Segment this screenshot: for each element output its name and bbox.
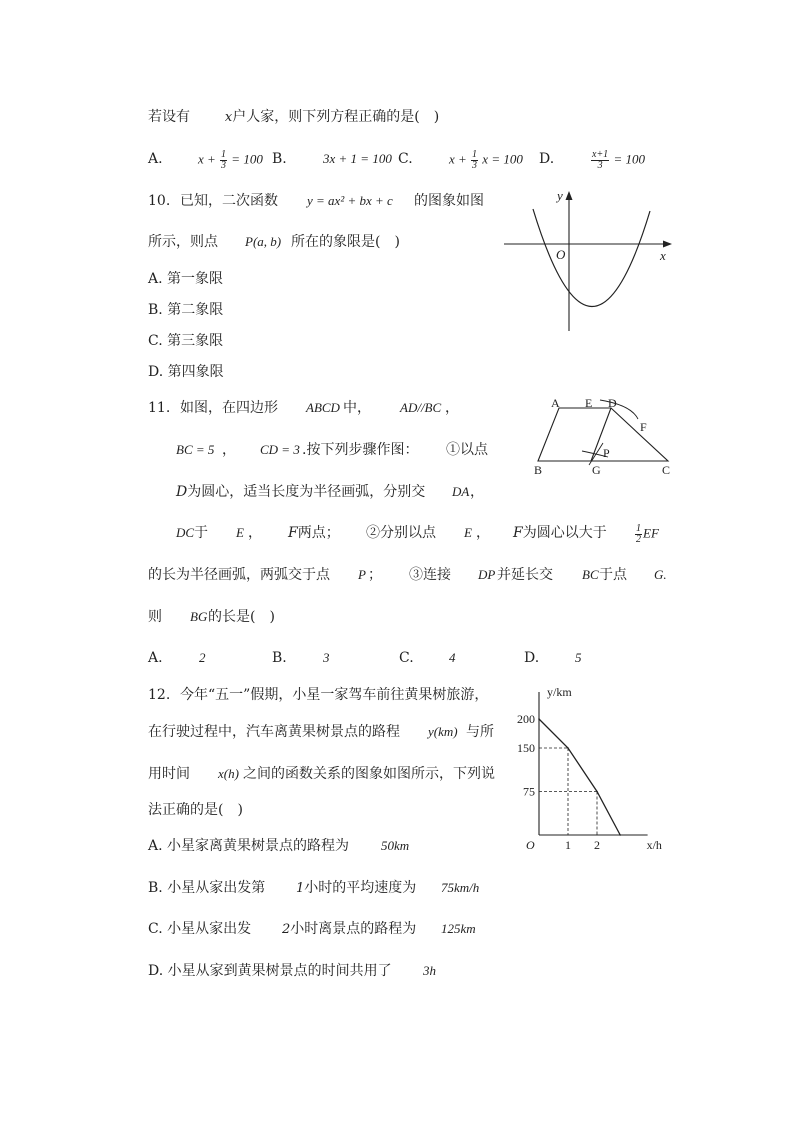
q11-text-h: 的长为半径画弧，两弧交于点 bbox=[148, 567, 330, 583]
q10-option-c[interactable]: C. 第三象限 bbox=[148, 333, 224, 349]
q11-parallel: AD//BC bbox=[400, 400, 442, 415]
q12-line-2b: 与所 bbox=[466, 724, 494, 740]
q9-c-fraction bbox=[471, 150, 478, 171]
q11-dp: DP bbox=[478, 567, 496, 582]
q10-x-axis-arrow bbox=[663, 241, 672, 248]
q12-option-c-rest[interactable] bbox=[282, 920, 416, 939]
q9-d-rhs: = 100 bbox=[613, 151, 645, 167]
data-point-0 bbox=[538, 718, 540, 720]
q11-semicolon: ； bbox=[368, 567, 382, 583]
q9-a-lhs: x + bbox=[198, 151, 216, 167]
q11-half-fraction bbox=[635, 524, 642, 545]
q9-text-b: 户人家，则下列方程正确的是( ) bbox=[232, 109, 440, 125]
data-point-3 bbox=[619, 834, 621, 836]
q12-number: 12. bbox=[148, 687, 171, 703]
q11-text-c: .按下列步骤作图： bbox=[302, 442, 419, 458]
q10-number: 10. bbox=[148, 193, 171, 209]
q12-distance-time-chart bbox=[505, 680, 685, 855]
q12-line-1: 今年“五一”假期，小星一家驾车前往黄果树旅游， bbox=[180, 687, 489, 703]
q10-option-a[interactable]: A. 第一象限 bbox=[148, 271, 224, 287]
q12-y-var: y(km) bbox=[428, 724, 458, 739]
q9-d-frac-den: 3 bbox=[597, 160, 603, 171]
q11-line4-g bbox=[513, 524, 607, 542]
q12-option-c-text-a[interactable]: C. 小星从家出发 bbox=[148, 921, 252, 937]
q11-text-j: 于点 bbox=[599, 567, 627, 583]
q11-text-e: 于 bbox=[194, 525, 208, 541]
q12-line-4: 法正确的是( ) bbox=[148, 802, 243, 818]
q11-f-var-2: F bbox=[513, 525, 523, 541]
q10-text-d: 所在的象限是( ) bbox=[291, 234, 400, 250]
q11-text-g: 为圆心以大于 bbox=[522, 525, 607, 541]
q12-line-3b: 之间的函数关系的图象如图所示，下列说 bbox=[243, 766, 495, 782]
q11-bc-length: BC = 5 bbox=[176, 442, 215, 457]
q11-half-num: 1 bbox=[636, 523, 641, 534]
q9-option-b-expr[interactable]: 3x + 1 = 100 bbox=[323, 151, 392, 166]
q11-comma-1: ， bbox=[445, 400, 459, 416]
q9-option-d-expr[interactable] bbox=[590, 150, 645, 171]
q9-option-a-label[interactable]: A. bbox=[148, 151, 163, 167]
q11-step-3: ③连接 bbox=[409, 567, 451, 583]
q11-cd-length: CD = 3 bbox=[260, 442, 300, 457]
data-point-1 bbox=[567, 747, 569, 749]
q12-option-a-text[interactable]: A. 小星家离黄果树景点的路程为 bbox=[148, 838, 350, 854]
q11-text-a: 如图，在四边形 bbox=[180, 400, 278, 416]
q11-label-b: B bbox=[534, 463, 543, 477]
q11-label-p: P bbox=[603, 446, 610, 460]
q11-p-var: P bbox=[358, 567, 366, 582]
q11-step-1: ①以点 bbox=[446, 442, 488, 458]
q9-option-b-label[interactable]: B. bbox=[272, 151, 287, 167]
q11-comma-5: ， bbox=[476, 525, 490, 541]
q12-option-b-text-a[interactable]: B. 小星从家出发第 bbox=[148, 880, 266, 896]
q11-quadrilateral-figure bbox=[528, 395, 678, 480]
q12-line-2a: 在行驶过程中，汽车离黄果树景点的路程 bbox=[148, 724, 400, 740]
q12-option-d-text[interactable]: D. 小星从家到黄果树景点的时间共用了 bbox=[148, 963, 392, 979]
q12-option-a-value[interactable]: 50km bbox=[381, 838, 410, 853]
q9-stem bbox=[148, 108, 439, 127]
q11-text-l: 的长是( ) bbox=[208, 609, 275, 625]
q11-label-a: A bbox=[551, 396, 560, 410]
q11-option-c-value[interactable]: 4 bbox=[449, 650, 456, 665]
q11-option-d-label[interactable]: D. bbox=[524, 650, 540, 666]
q12-option-b-num: 1 bbox=[296, 881, 305, 896]
q11-option-b-label[interactable]: B. bbox=[272, 650, 287, 666]
q9-c-frac-den: 3 bbox=[472, 160, 478, 171]
y-tick-label-75: 75 bbox=[523, 784, 535, 799]
q10-point: P(a, b) bbox=[245, 234, 282, 249]
q11-label-f: F bbox=[640, 420, 647, 434]
q11-option-a-label[interactable]: A. bbox=[148, 650, 163, 666]
q11-label-e: E bbox=[585, 396, 593, 410]
q9-a-frac-num: 1 bbox=[221, 149, 227, 160]
q11-e-var-2: E bbox=[464, 525, 472, 540]
q11-shape: ABCD bbox=[306, 400, 340, 415]
q9-c-rhs: x = 100 bbox=[482, 151, 523, 167]
q10-formula: y = ax² + bx + c bbox=[307, 193, 393, 208]
q11-line3 bbox=[176, 483, 425, 501]
q12-option-b-value[interactable]: 75km/h bbox=[441, 880, 480, 895]
q11-e-var: E bbox=[236, 525, 244, 540]
q11-text-b: 中， bbox=[343, 400, 371, 416]
q11-ef: EF bbox=[643, 525, 659, 541]
q11-half-den: 2 bbox=[636, 534, 641, 545]
q9-c-lhs: x + bbox=[449, 151, 467, 167]
q11-label-c: C bbox=[662, 463, 671, 477]
q11-text-f: 两点； bbox=[297, 525, 340, 541]
q10-parabola-figure bbox=[500, 185, 680, 335]
origin-label: O bbox=[526, 838, 535, 852]
q10-text-c: 所示，则点 bbox=[148, 234, 218, 250]
q10-option-b[interactable]: B. 第二象限 bbox=[148, 302, 224, 318]
q12-option-b-rest[interactable] bbox=[296, 879, 416, 898]
data-point-2 bbox=[596, 791, 598, 793]
q9-text-a: 若设有 bbox=[148, 109, 190, 125]
q11-dc: DC bbox=[176, 525, 195, 540]
q11-da: DA bbox=[452, 484, 470, 499]
q9-option-d-label[interactable]: D. bbox=[539, 151, 555, 167]
q11-d-var: D bbox=[176, 484, 188, 500]
q12-option-c-value[interactable]: 125km bbox=[441, 921, 476, 936]
q9-var-x: x bbox=[224, 110, 233, 125]
q11-g-var: G. bbox=[654, 567, 667, 582]
y-tick-label-150: 150 bbox=[517, 741, 535, 755]
x-axis-label: x/h bbox=[646, 838, 662, 852]
q11-option-d-value[interactable]: 5 bbox=[575, 650, 582, 665]
y-tick-label-200: 200 bbox=[517, 712, 535, 726]
q11-half-ef bbox=[634, 524, 659, 545]
q9-c-frac-num: 1 bbox=[472, 149, 478, 160]
q11-f-var: F bbox=[288, 525, 298, 541]
q11-label-g: G bbox=[592, 463, 601, 477]
q11-text-d: 为圆心，适当长度为半径画弧，分别交 bbox=[187, 484, 426, 500]
q11-line4-f bbox=[288, 524, 340, 542]
q10-text-b: 的图象如图 bbox=[414, 193, 484, 209]
q9-d-frac-num: x+1 bbox=[592, 149, 609, 160]
q9-a-frac-den: 3 bbox=[221, 160, 227, 171]
q9-a-fraction bbox=[220, 150, 227, 171]
q9-a-rhs: = 100 bbox=[231, 151, 263, 167]
q10-text-a: 已知，二次函数 bbox=[180, 193, 278, 209]
q10-origin-label: O bbox=[556, 247, 566, 262]
q12-option-c-num: 2 bbox=[282, 922, 291, 937]
distance-line bbox=[539, 719, 620, 835]
q11-text-i: 并延长交 bbox=[497, 567, 553, 583]
q11-option-b-value[interactable]: 3 bbox=[323, 650, 330, 665]
q10-parabola-curve bbox=[533, 209, 650, 307]
x-tick-label-1: 1 bbox=[565, 838, 571, 852]
q11-text-k: 则 bbox=[148, 609, 162, 625]
q11-bc-2: BC bbox=[582, 567, 599, 582]
q10-x-label: x bbox=[660, 248, 666, 263]
q11-bg: BG bbox=[190, 609, 208, 624]
q9-option-c-label[interactable]: C. bbox=[398, 151, 413, 167]
q12-option-d-value[interactable]: 3h bbox=[423, 963, 436, 978]
q12-line-3a: 用时间 bbox=[148, 766, 190, 782]
y-axis-label: y/km bbox=[547, 685, 572, 699]
q11-option-c-label[interactable]: C. bbox=[399, 650, 414, 666]
q11-comma-4: ， bbox=[248, 525, 262, 541]
q12-x-var: x(h) bbox=[218, 766, 239, 781]
x-tick-label-2: 2 bbox=[594, 838, 600, 852]
q11-option-a-value[interactable]: 2 bbox=[199, 650, 206, 665]
q12-option-c-text-b: 小时离景点的路程为 bbox=[290, 921, 417, 937]
q9-d-fraction bbox=[591, 150, 609, 171]
q12-option-b-text-b: 小时的平均速度为 bbox=[304, 880, 417, 896]
q10-option-d[interactable]: D. 第四象限 bbox=[148, 364, 224, 380]
q9-option-c-expr[interactable] bbox=[449, 150, 523, 171]
q10-y-axis-arrow bbox=[566, 191, 573, 200]
q11-comma-2: ， bbox=[222, 442, 236, 458]
q10-y-label: y bbox=[557, 188, 563, 203]
q11-label-d: D bbox=[608, 396, 617, 410]
q11-number: 11. bbox=[148, 400, 171, 416]
q9-option-a-expr[interactable] bbox=[198, 150, 263, 171]
q11-step-2: ②分别以点 bbox=[366, 525, 436, 541]
q11-comma-3: ， bbox=[470, 484, 484, 500]
